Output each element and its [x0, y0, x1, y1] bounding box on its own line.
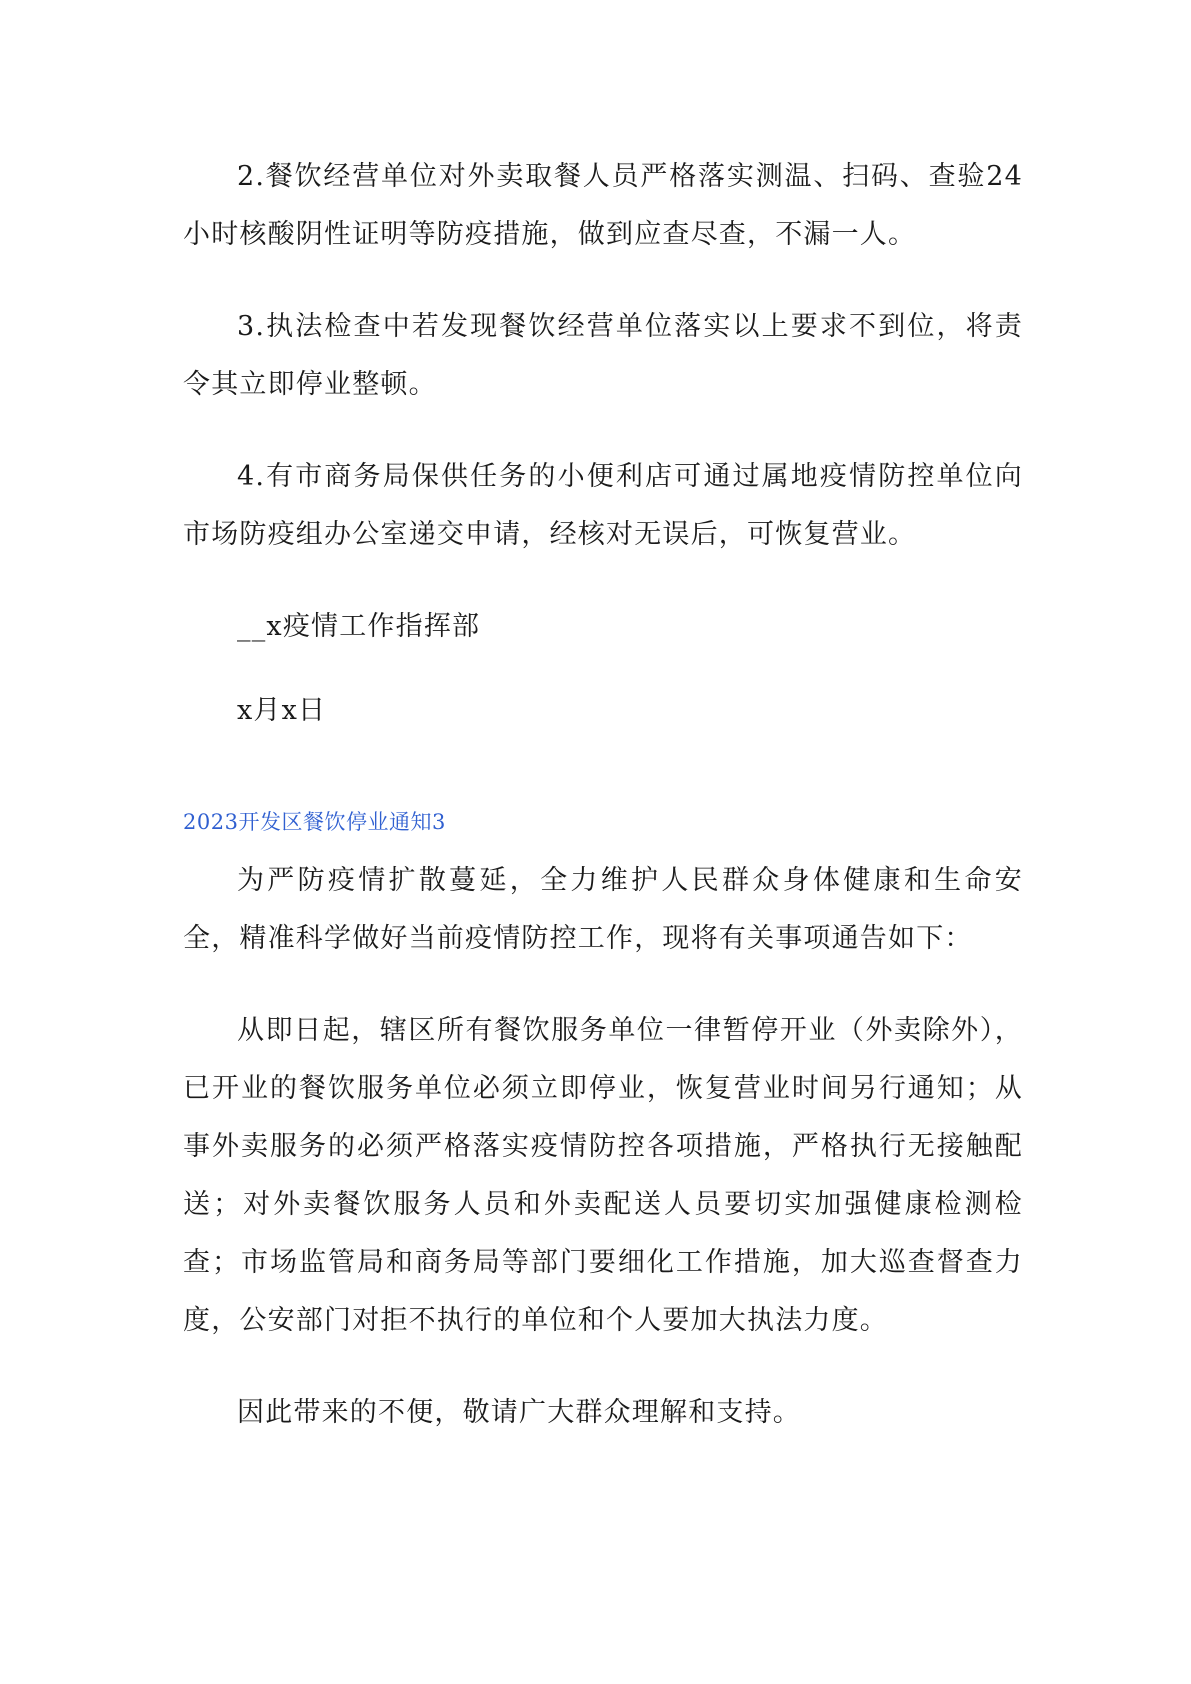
- closing-paragraph: 因此带来的不便，敬请广大群众理解和支持。: [237, 1397, 801, 1428]
- section-heading[interactable]: 2023开发区餐饮停业通知3: [183, 810, 446, 834]
- list-item-4: 4.有市商务局保供任务的小便利店可通过属地疫情防控单位向市场防疫组办公室递交申请，经核对无误后，可恢复营业。: [183, 461, 1023, 550]
- intro-paragraph: 为严防疫情扩散蔓延，全力维护人民群众身体健康和生命安全，精准科学做好当前疫情防控工作，现将有关事项通告如下：: [183, 865, 1023, 954]
- signature-line: __x疫情工作指挥部: [237, 611, 481, 642]
- date-line: x月x日: [237, 695, 327, 726]
- list-item-3: 3.执法检查中若发现餐饮经营单位落实以上要求不到位，将责令其立即停业整顿。: [183, 311, 1023, 400]
- document-body: [183, 148, 1023, 1476]
- list-item-2: 2.餐饮经营单位对外卖取餐人员严格落实测温、扫码、查验24小时核酸阴性证明等防疫措施，做到应查尽查，不漏一人。: [183, 161, 1023, 250]
- notice-paragraph: 从即日起，辖区所有餐饮服务单位一律暂停开业（外卖除外），已开业的餐饮服务单位必须立即停业，恢复营业时间另行通知；从事外卖服务的必须严格落实疫情防控各项措施，严格执行无接触配送；对外卖餐饮服务人员和外卖配送人员要切实加强健康检测检查；市场监管局和商务局等部门要细化工作措施，加大巡查督查力度，公安部门对拒不执行的单位和个人要加大执法力度。: [183, 1015, 1023, 1336]
